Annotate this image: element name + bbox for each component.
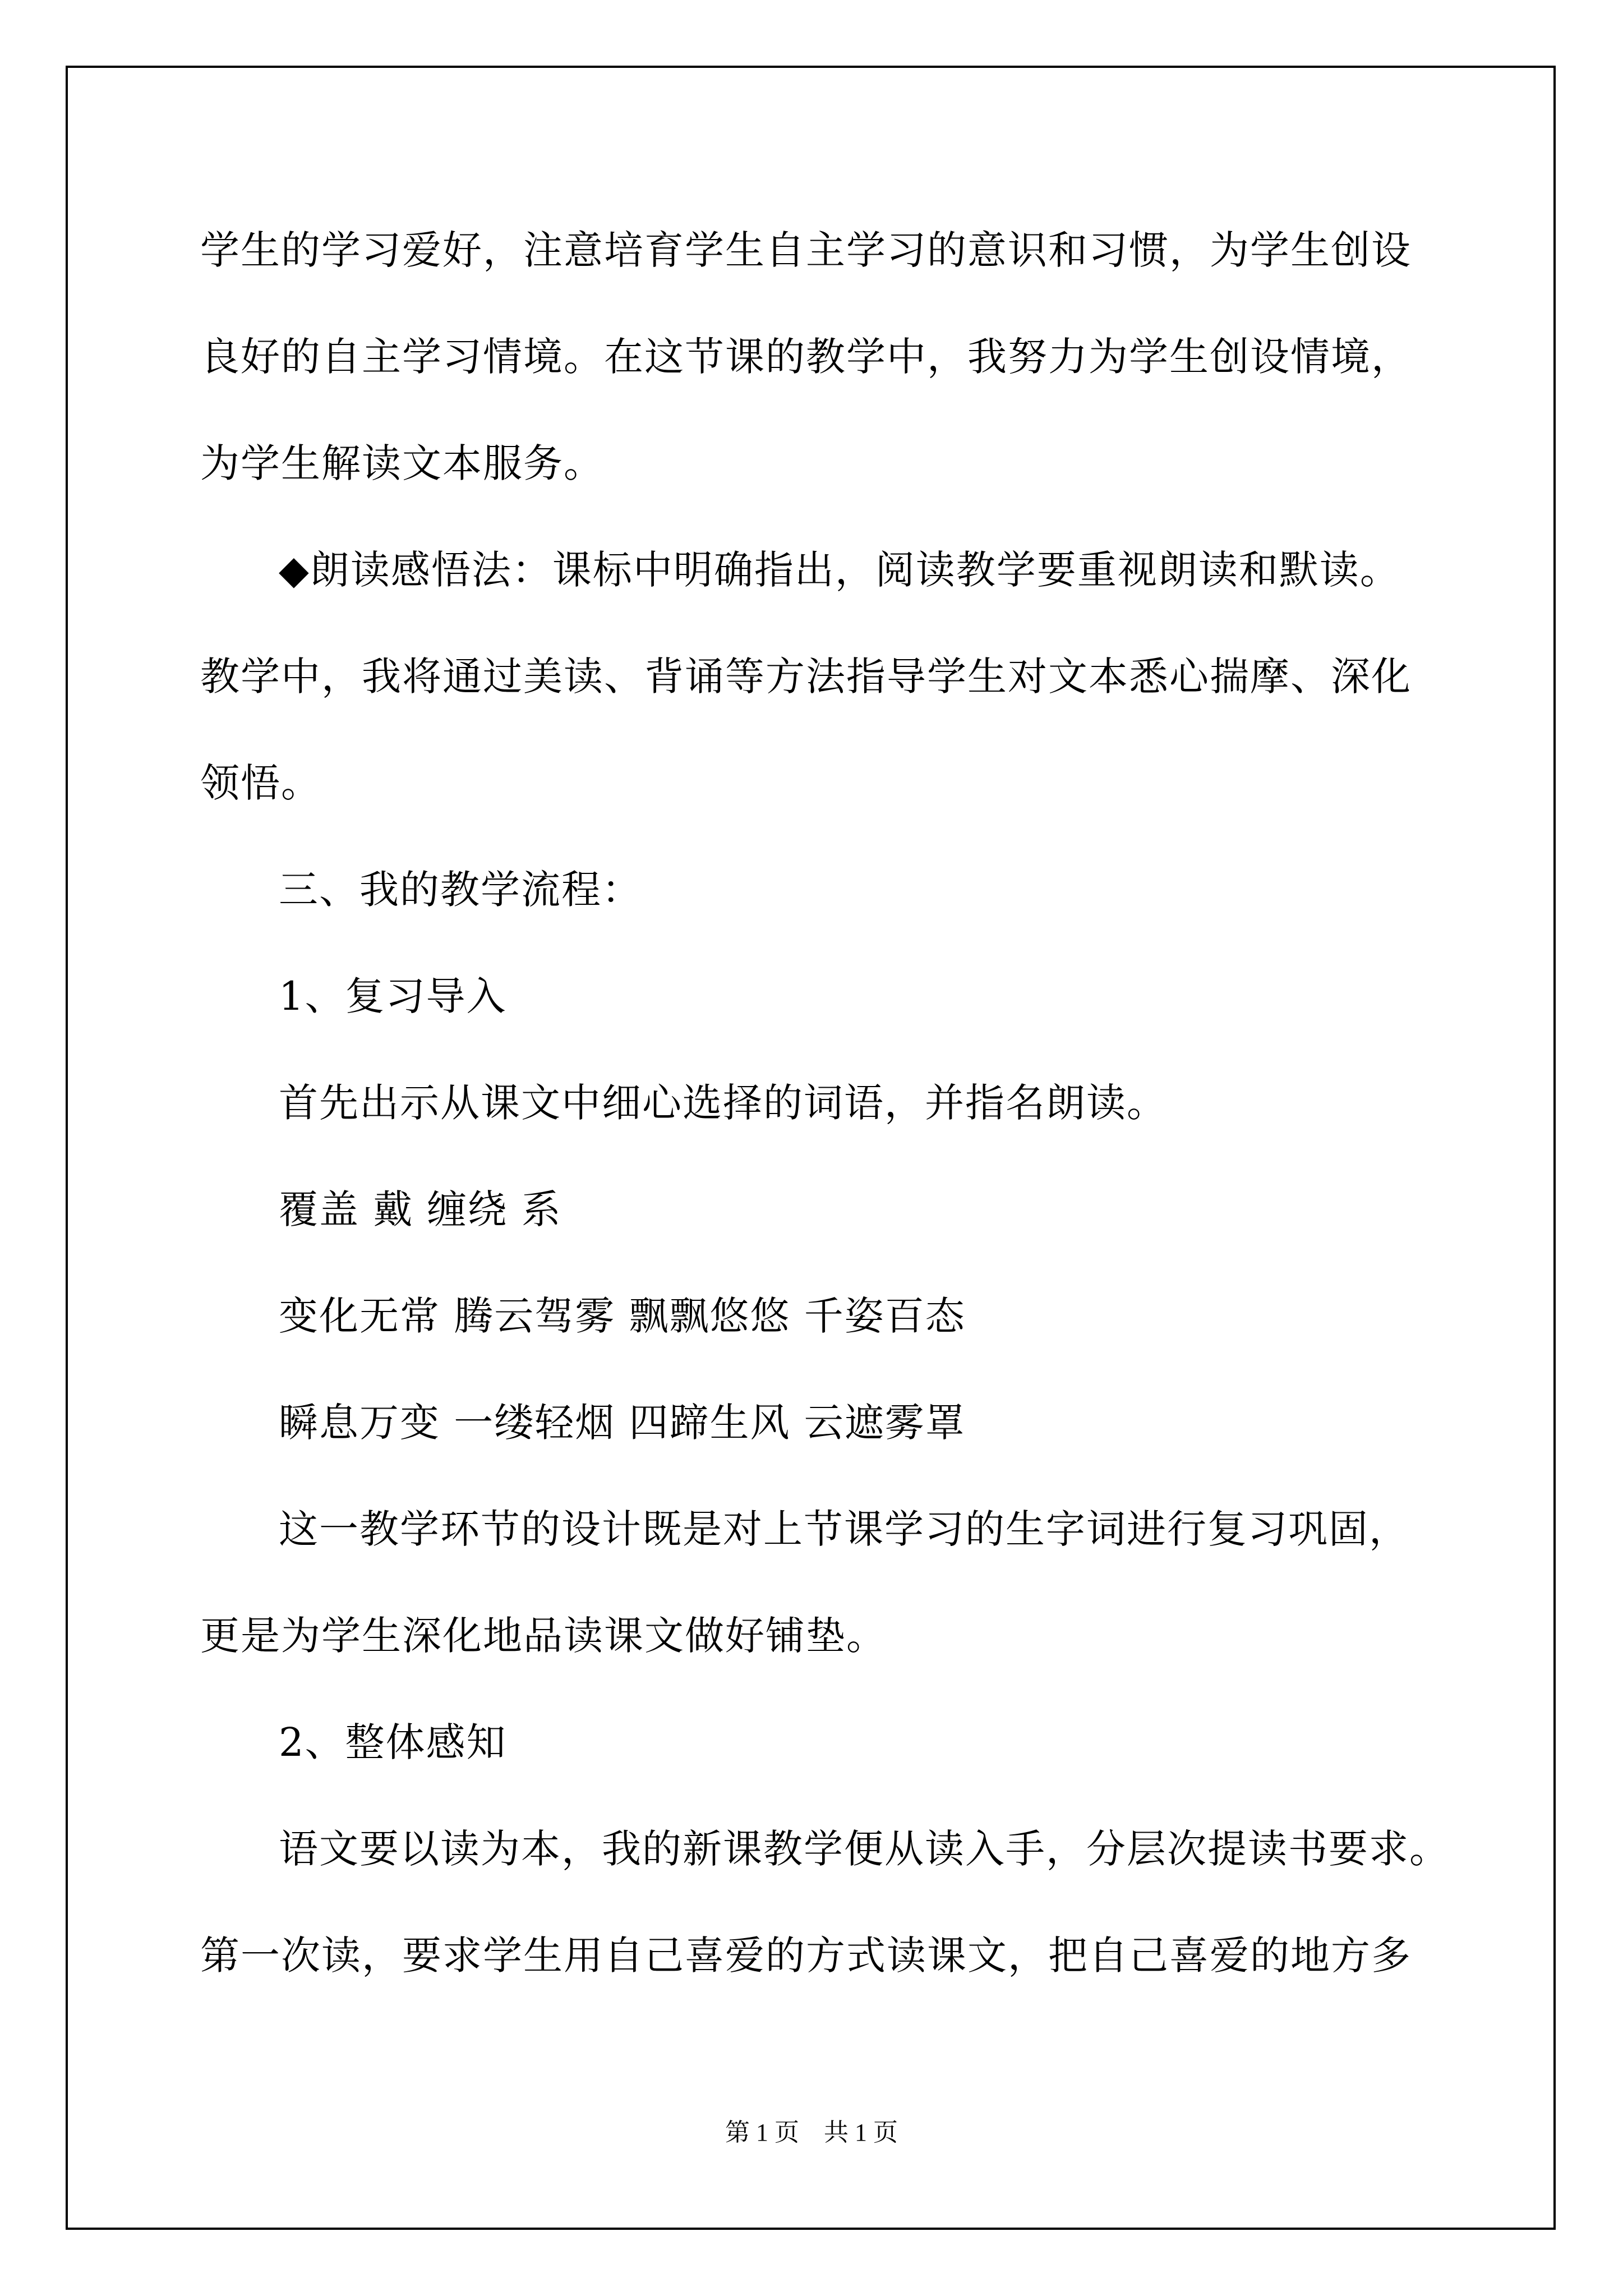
page-border: [66, 66, 1556, 2230]
section-heading: 三、我的教学流程：: [279, 867, 642, 913]
word-list-line: 覆盖 戴 缠绕 系: [279, 1186, 562, 1232]
body-line: 为学生解读文本服务。: [200, 440, 604, 486]
body-line: ◆朗读感悟法：课标中明确指出，阅读教学要重视朗读和默读。: [279, 547, 1400, 593]
body-line: 良好的自主学习情境。在这节课的教学中，我努力为学生创设情境，: [200, 334, 1412, 380]
body-line: 更是为学生深化地品读课文做好铺垫。: [200, 1613, 887, 1659]
body-line: 这一教学环节的设计既是对上节课学习的生字词进行复习巩固，: [279, 1506, 1409, 1552]
body-line: 语文要以读为本，我的新课教学便从读入手，分层次提读书要求。: [279, 1826, 1450, 1872]
body-line: 领悟。: [200, 760, 321, 806]
page-number-footer: 第 1 页 共 1 页: [725, 2119, 898, 2146]
subsection-heading: 1、复习导入: [279, 973, 507, 1019]
body-line: 第一次读，要求学生用自己喜爱的方式读课文，把自己喜爱的地方多: [200, 1932, 1412, 1978]
body-line: 首先出示从课文中细心选择的词语，并指名朗读。: [279, 1080, 1167, 1126]
body-line: 教学中，我将通过美读、背诵等方法指导学生对文本悉心揣摩、深化: [200, 654, 1412, 700]
word-list-line: 瞬息万变 一缕轻烟 四蹄生风 云遮雾罩: [279, 1400, 966, 1446]
subsection-heading: 2、整体感知: [279, 1719, 507, 1765]
word-list-line: 变化无常 腾云驾雾 飘飘悠悠 千姿百态: [279, 1293, 966, 1339]
body-line: 学生的学习爱好，注意培育学生自主学习的意识和习惯，为学生创设: [200, 227, 1412, 273]
